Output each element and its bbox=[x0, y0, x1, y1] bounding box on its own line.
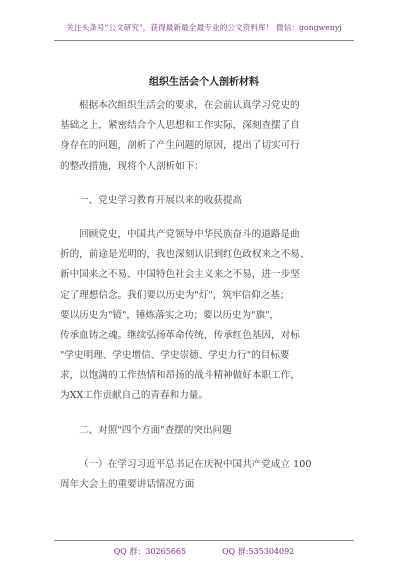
footer-qq-group-1: QQ 群：30265665 bbox=[113, 547, 187, 556]
subsection-heading: （一）在学习习近平总书记在庆祝中国共产党成立 100 bbox=[79, 458, 312, 470]
section-heading-2: 二、对照"四个方面"查摆的突出问题 bbox=[79, 424, 232, 436]
header-divider bbox=[54, 40, 354, 41]
subsection-heading-cont: 周年大会上的重要讲话情况方面 bbox=[60, 479, 195, 490]
paragraph-line: "学史明理、学史增信、学史崇德、学史力行"的目标要 bbox=[60, 350, 290, 362]
paragraph-line: 求，以饱满的工作热情和昂扬的战斗精神做好本职工作， bbox=[60, 370, 300, 382]
paragraph-line: 身存在的问题，剖析了产生问题的原因，提出了切实可行 bbox=[60, 140, 300, 152]
section-heading-1: 一、党史学习教育开展以来的收获提高 bbox=[79, 194, 243, 206]
paragraph-line: 新中国来之不易、中国特色社会主义来之不易，进一步坚 bbox=[60, 269, 300, 281]
paragraph-line: 传承血铸之魂。继续弘扬革命传统，传承红色基因，对标 bbox=[60, 329, 300, 341]
paragraph-line: 根据本次组织生活会的要求，在会前认真学习党史的 bbox=[79, 100, 300, 111]
header-banner: 关注头条号"公文研究"，获得最新最全最专业的公文资料库！ 微信：gongwenyj bbox=[66, 23, 342, 32]
footer-qq-group-2: QQ 群:535304092 bbox=[222, 547, 295, 556]
paragraph-line: 折的，前途是光明的，我也深刻认识到红色政权来之不易、 bbox=[60, 249, 310, 261]
document-body bbox=[60, 96, 348, 495]
footer-divider bbox=[54, 540, 354, 541]
paragraph-line: 回顾党史，中国共产党领导中华民族奋斗的道路是曲 bbox=[79, 228, 300, 240]
paragraph-line: 基础之上，紧密结合个人思想和工作实际，深刻查摆了自 bbox=[60, 120, 300, 132]
paragraph-line: 为XX工作贡献自己的青春和力量。 bbox=[60, 390, 208, 402]
document-title: 组织生活会个人剖析材料 bbox=[149, 77, 259, 88]
paragraph-line: 的整改措施，现将个人剖析如下： bbox=[60, 160, 204, 172]
paragraph-line: 要以历史为"镜"，锤炼落实之功；要以历史为"旗"， bbox=[60, 309, 280, 321]
footer-contact bbox=[0, 546, 408, 557]
paragraph-line: 定了理想信念。我们要以历史为"灯"，筑牢信仰之基； bbox=[60, 289, 290, 301]
